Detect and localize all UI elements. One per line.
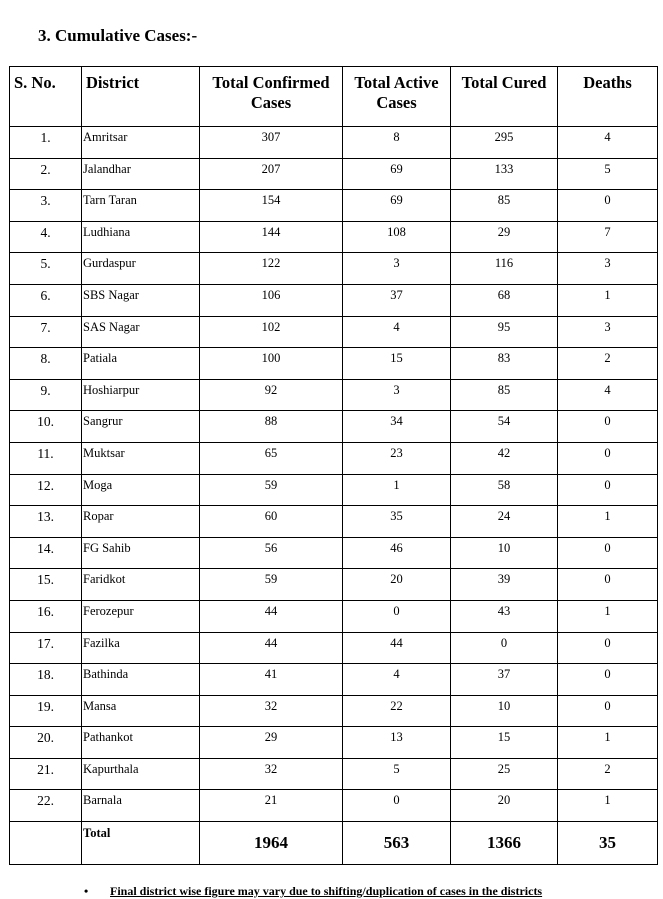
row-district: Hoshiarpur bbox=[82, 379, 200, 411]
row-deaths: 0 bbox=[558, 569, 658, 601]
table-row bbox=[10, 316, 658, 348]
row-sno: 3. bbox=[10, 190, 82, 222]
row-deaths: 1 bbox=[558, 506, 658, 538]
row-total-active: 108 bbox=[343, 221, 451, 253]
row-sno: 7. bbox=[10, 316, 82, 348]
row-sno: 6. bbox=[10, 284, 82, 316]
row-district: Barnala bbox=[82, 790, 200, 822]
row-deaths: 3 bbox=[558, 253, 658, 285]
row-deaths: 1 bbox=[558, 600, 658, 632]
row-total-active: 69 bbox=[343, 158, 451, 190]
row-deaths: 2 bbox=[558, 348, 658, 380]
footnote-bullet: • bbox=[84, 884, 89, 898]
row-total-confirmed: 154 bbox=[200, 190, 343, 222]
row-district: Faridkot bbox=[82, 569, 200, 601]
table-row bbox=[10, 158, 658, 190]
total-confirmed: 1964 bbox=[200, 822, 343, 865]
row-total-confirmed: 106 bbox=[200, 284, 343, 316]
row-total-confirmed: 29 bbox=[200, 727, 343, 759]
row-total-active: 22 bbox=[343, 695, 451, 727]
row-sno: 15. bbox=[10, 569, 82, 601]
row-total-confirmed: 102 bbox=[200, 316, 343, 348]
row-total-confirmed: 100 bbox=[200, 348, 343, 380]
row-deaths: 5 bbox=[558, 158, 658, 190]
row-total-confirmed: 144 bbox=[200, 221, 343, 253]
row-sno: 1. bbox=[10, 127, 82, 159]
row-total-confirmed: 88 bbox=[200, 411, 343, 443]
row-deaths: 0 bbox=[558, 695, 658, 727]
row-deaths: 0 bbox=[558, 664, 658, 696]
row-total-cured: 42 bbox=[451, 442, 558, 474]
row-district: Ludhiana bbox=[82, 221, 200, 253]
row-deaths: 0 bbox=[558, 537, 658, 569]
row-total-confirmed: 59 bbox=[200, 569, 343, 601]
row-total-active: 37 bbox=[343, 284, 451, 316]
cumulative-cases-table bbox=[9, 66, 658, 865]
table-row bbox=[10, 284, 658, 316]
table-row bbox=[10, 127, 658, 159]
row-district: Bathinda bbox=[82, 664, 200, 696]
row-total-confirmed: 65 bbox=[200, 442, 343, 474]
row-total-confirmed: 122 bbox=[200, 253, 343, 285]
row-total-cured: 116 bbox=[451, 253, 558, 285]
row-district: Fazilka bbox=[82, 632, 200, 664]
table-row bbox=[10, 221, 658, 253]
table-row bbox=[10, 664, 658, 696]
row-sno: 16. bbox=[10, 600, 82, 632]
total-deaths: 35 bbox=[558, 822, 658, 865]
row-deaths: 3 bbox=[558, 316, 658, 348]
row-total-active: 0 bbox=[343, 790, 451, 822]
row-total-active: 34 bbox=[343, 411, 451, 443]
total-active: 563 bbox=[343, 822, 451, 865]
row-total-active: 46 bbox=[343, 537, 451, 569]
row-district: Kapurthala bbox=[82, 758, 200, 790]
row-district: Ferozepur bbox=[82, 600, 200, 632]
row-total-active: 0 bbox=[343, 600, 451, 632]
row-total-active: 3 bbox=[343, 253, 451, 285]
table-row bbox=[10, 790, 658, 822]
header-sno: S. No. bbox=[10, 67, 82, 127]
row-total-active: 13 bbox=[343, 727, 451, 759]
table-row bbox=[10, 190, 658, 222]
row-total-active: 8 bbox=[343, 127, 451, 159]
total-cured: 1366 bbox=[451, 822, 558, 865]
row-district: Tarn Taran bbox=[82, 190, 200, 222]
row-deaths: 4 bbox=[558, 127, 658, 159]
row-deaths: 0 bbox=[558, 632, 658, 664]
table-header-row bbox=[10, 67, 658, 127]
row-district: Gurdaspur bbox=[82, 253, 200, 285]
row-district: Ropar bbox=[82, 506, 200, 538]
table-row bbox=[10, 474, 658, 506]
row-total-confirmed: 92 bbox=[200, 379, 343, 411]
row-sno: 10. bbox=[10, 411, 82, 443]
row-deaths: 4 bbox=[558, 379, 658, 411]
row-district: SAS Nagar bbox=[82, 316, 200, 348]
row-total-cured: 68 bbox=[451, 284, 558, 316]
row-sno: 14. bbox=[10, 537, 82, 569]
row-sno: 19. bbox=[10, 695, 82, 727]
row-district: Muktsar bbox=[82, 442, 200, 474]
row-deaths: 0 bbox=[558, 474, 658, 506]
row-deaths: 0 bbox=[558, 442, 658, 474]
row-district: FG Sahib bbox=[82, 537, 200, 569]
row-total-cured: 133 bbox=[451, 158, 558, 190]
table-row bbox=[10, 506, 658, 538]
row-total-active: 44 bbox=[343, 632, 451, 664]
table-row bbox=[10, 537, 658, 569]
table-row bbox=[10, 727, 658, 759]
row-district: Mansa bbox=[82, 695, 200, 727]
row-total-cured: 29 bbox=[451, 221, 558, 253]
row-total-confirmed: 44 bbox=[200, 632, 343, 664]
row-total-confirmed: 32 bbox=[200, 758, 343, 790]
header-total-active: Total Active Cases bbox=[343, 67, 451, 127]
row-total-cured: 24 bbox=[451, 506, 558, 538]
row-district: SBS Nagar bbox=[82, 284, 200, 316]
header-total-confirmed: Total Confirmed Cases bbox=[200, 67, 343, 127]
table-row bbox=[10, 411, 658, 443]
row-district: Jalandhar bbox=[82, 158, 200, 190]
row-sno: 8. bbox=[10, 348, 82, 380]
row-sno: 17. bbox=[10, 632, 82, 664]
table-row bbox=[10, 632, 658, 664]
total-sno-cell bbox=[10, 822, 82, 865]
row-total-confirmed: 21 bbox=[200, 790, 343, 822]
row-deaths: 1 bbox=[558, 727, 658, 759]
row-sno: 5. bbox=[10, 253, 82, 285]
row-deaths: 1 bbox=[558, 790, 658, 822]
section-heading: 3. Cumulative Cases:- bbox=[38, 26, 198, 45]
row-total-cured: 85 bbox=[451, 379, 558, 411]
row-deaths: 2 bbox=[558, 758, 658, 790]
row-district: Pathankot bbox=[82, 727, 200, 759]
row-total-confirmed: 44 bbox=[200, 600, 343, 632]
row-total-cured: 0 bbox=[451, 632, 558, 664]
row-total-active: 5 bbox=[343, 758, 451, 790]
row-total-confirmed: 207 bbox=[200, 158, 343, 190]
row-total-active: 20 bbox=[343, 569, 451, 601]
table-row bbox=[10, 442, 658, 474]
header-deaths: Deaths bbox=[558, 67, 658, 127]
row-total-active: 35 bbox=[343, 506, 451, 538]
row-total-cured: 25 bbox=[451, 758, 558, 790]
table-row bbox=[10, 569, 658, 601]
row-total-active: 4 bbox=[343, 316, 451, 348]
row-sno: 20. bbox=[10, 727, 82, 759]
row-total-cured: 20 bbox=[451, 790, 558, 822]
row-district: Patiala bbox=[82, 348, 200, 380]
row-total-cured: 15 bbox=[451, 727, 558, 759]
row-deaths: 0 bbox=[558, 411, 658, 443]
table-row bbox=[10, 253, 658, 285]
row-total-active: 23 bbox=[343, 442, 451, 474]
table-row bbox=[10, 600, 658, 632]
row-total-active: 4 bbox=[343, 664, 451, 696]
row-total-cured: 83 bbox=[451, 348, 558, 380]
row-total-confirmed: 56 bbox=[200, 537, 343, 569]
header-district: District bbox=[82, 67, 200, 127]
table-row bbox=[10, 379, 658, 411]
row-total-active: 15 bbox=[343, 348, 451, 380]
row-sno: 22. bbox=[10, 790, 82, 822]
row-sno: 18. bbox=[10, 664, 82, 696]
row-total-confirmed: 32 bbox=[200, 695, 343, 727]
row-district: Sangrur bbox=[82, 411, 200, 443]
row-deaths: 1 bbox=[558, 284, 658, 316]
row-total-cured: 54 bbox=[451, 411, 558, 443]
row-district: Amritsar bbox=[82, 127, 200, 159]
row-sno: 13. bbox=[10, 506, 82, 538]
row-total-active: 3 bbox=[343, 379, 451, 411]
row-total-confirmed: 41 bbox=[200, 664, 343, 696]
total-label: Total bbox=[82, 822, 200, 865]
row-sno: 21. bbox=[10, 758, 82, 790]
row-sno: 9. bbox=[10, 379, 82, 411]
row-total-cured: 39 bbox=[451, 569, 558, 601]
row-district: Moga bbox=[82, 474, 200, 506]
row-total-cured: 10 bbox=[451, 537, 558, 569]
row-total-confirmed: 307 bbox=[200, 127, 343, 159]
row-total-cured: 95 bbox=[451, 316, 558, 348]
header-total-cured: Total Cured bbox=[451, 67, 558, 127]
row-sno: 4. bbox=[10, 221, 82, 253]
row-total-confirmed: 59 bbox=[200, 474, 343, 506]
row-total-cured: 58 bbox=[451, 474, 558, 506]
row-total-cured: 43 bbox=[451, 600, 558, 632]
row-deaths: 7 bbox=[558, 221, 658, 253]
row-total-confirmed: 60 bbox=[200, 506, 343, 538]
row-sno: 12. bbox=[10, 474, 82, 506]
row-deaths: 0 bbox=[558, 190, 658, 222]
row-total-cured: 295 bbox=[451, 127, 558, 159]
total-row bbox=[10, 822, 658, 865]
row-sno: 11. bbox=[10, 442, 82, 474]
table-row bbox=[10, 348, 658, 380]
table-row bbox=[10, 758, 658, 790]
row-total-cured: 10 bbox=[451, 695, 558, 727]
row-total-active: 1 bbox=[343, 474, 451, 506]
footnote-text: Final district wise figure may vary due to shifting/duplication of cases in the districts bbox=[110, 884, 543, 898]
row-sno: 2. bbox=[10, 158, 82, 190]
table-row bbox=[10, 695, 658, 727]
row-total-active: 69 bbox=[343, 190, 451, 222]
row-total-cured: 37 bbox=[451, 664, 558, 696]
row-total-cured: 85 bbox=[451, 190, 558, 222]
